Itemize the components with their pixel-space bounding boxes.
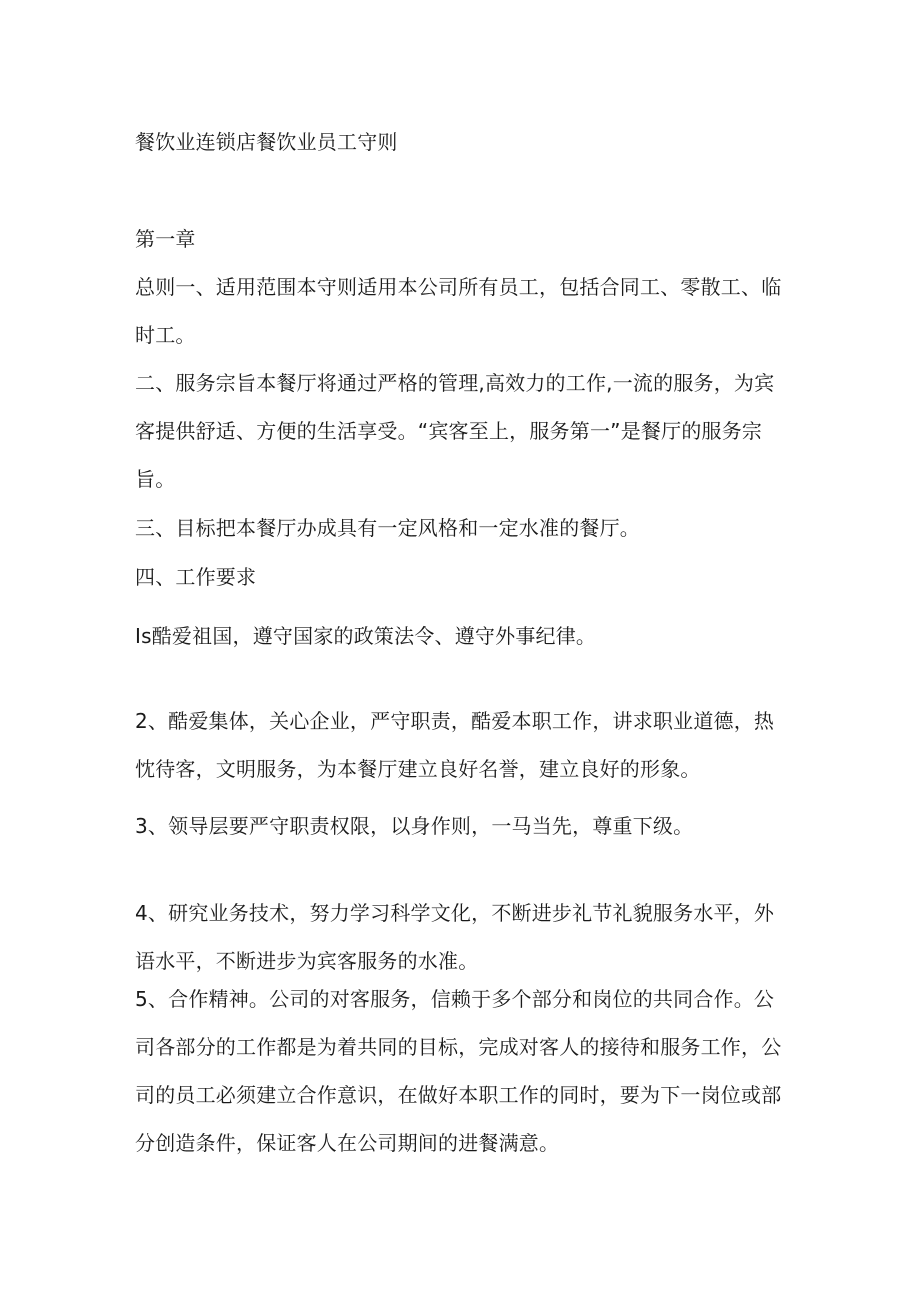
requirement-item-3: 3、领导层要严守职责权限，以身作则，一马当先，尊重下级。 [135,814,694,838]
paragraph-service-purpose: 二、服务宗旨本餐厅将通过严格的管理,高效力的工作,一流的服务，为宾客提供舒适、方便的生活享受。“宾客至上，服务第一”是餐厅的服务宗旨。 [135,371,775,491]
paragraph-work-requirements: 四、工作要求 [135,565,257,589]
chapter-heading: 第一章 [135,227,196,251]
requirement-item-4: 4、研究业务技术，努力学习科学文化，不断进步礼节礼貌服务水平，外语水平，不断进步为宾客服务的水准。 [135,901,775,973]
document-title: 餐饮业连锁店餐饮业员工守则 [135,130,398,154]
requirement-item-1: Is酷爱祖国，遵守国家的政策法令、遵守外事纪律。 [135,624,597,648]
requirement-item-2: 2、酷爱集体，关心企业，严守职责，酷爱本职工作，讲求职业道德，热忱待客，文明服务，为本餐厅建立良好名誉，建立良好的形象。 [135,709,775,781]
paragraph-goal: 三、目标把本餐厅办成具有一定风格和一定水准的餐厅。 [135,516,640,540]
paragraph-general: 总则一、适用范围本守则适用本公司所有员工，包括合同工、零散工、临时工。 [135,275,782,347]
requirement-item-5: 5、合作精神。公司的对客服务，信赖于多个部分和岗位的共同合作。公司各部分的工作都是为着共同的目标，完成对客人的接待和服务工作，公司的员工必须建立合作意识，在做好本职工作的同时，要为下一岗位或部分创造条件，保证客人在公司期间的进餐满意。 [135,987,782,1155]
